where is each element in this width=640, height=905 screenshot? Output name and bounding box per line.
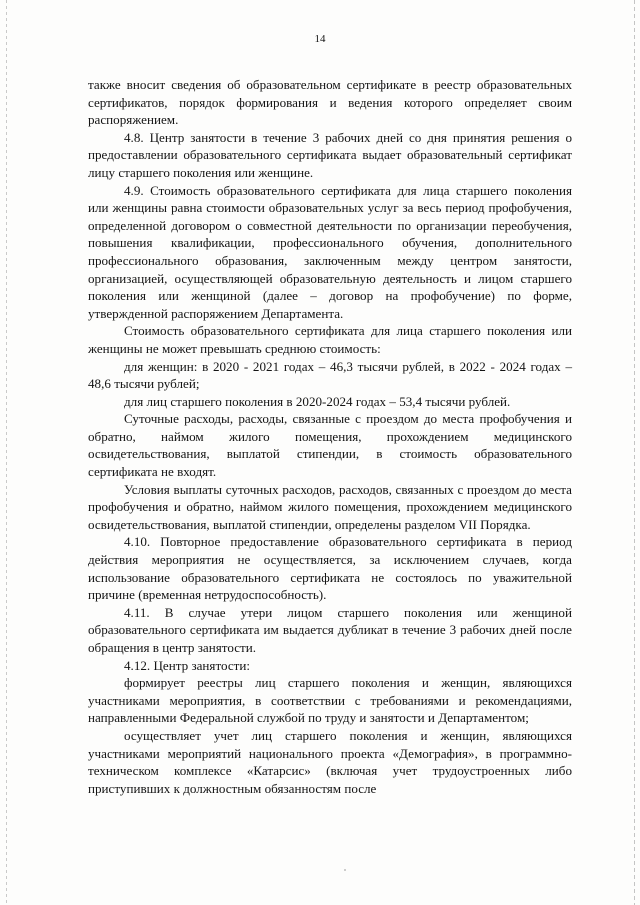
paragraph-expenses-excluded: Суточные расходы, расходы, связанные с проездом до места профобучения и обратно, наймом жилого помещения, прохождением медицинского освидетельствования, выплатой стипендии, в стоимость образовательного сертификата не входят.	[88, 411, 572, 480]
paragraph-4-8: 4.8. Центр занятости в течение 3 рабочих дней со дня принятия решения о предоставлении образовательного сертификата выдает образовательный сертификат лицу старшего поколения или женщине.	[88, 129, 572, 180]
paragraph-continuation: также вносит сведения об образовательном сертификате в реестр образовательных сертификатов, порядок формирования и ведения которого определяет своим распоряжением.	[88, 77, 572, 128]
document-body	[88, 76, 572, 797]
paragraph-4-11: 4.11. В случае утери лицом старшего поколения или женщиной образовательного сертификата им выдается дубликат в течение 3 рабочих дней после обращения в центр занятости.	[88, 604, 572, 655]
paragraph-4-9: 4.9. Стоимость образовательного сертификата для лица старшего поколения или женщины равна стоимости образовательных услуг за весь период профобучения, определенной договором о совместной деятельности по организации переобучения, повышения квалификации, профессионального обучения, дополнительного профессионального образования, заключенным между центром занятости, организацией, осуществляющей образовательную деятельность и лицом старшего поколения или женщиной (далее – договор на профобучение) по форме, утвержденной распоряжением Департамента.	[88, 182, 572, 321]
scan-speck	[344, 869, 346, 871]
paragraph-4-10: 4.10. Повторное предоставление образовательного сертификата в период действия мероприятия не осуществляется, за исключением случаев, когда использование образовательного сертификата не состоялось по уважительной причине (временная нетрудоспособность).	[88, 534, 572, 603]
scan-edge-right	[634, 0, 635, 905]
paragraph-4-12: 4.12. Центр занятости:	[124, 657, 251, 673]
paragraph-katarsis: осуществляет учет лиц старшего поколения и женщин, являющихся участниками мероприятий национального проекта «Демография», в программно-техническом комплексе «Катарсис» (включая учет трудоустроенных либо приступивших к должностным обязанностям после	[88, 727, 572, 796]
page-number: 14	[314, 33, 326, 45]
paragraph-cost-senior: для лиц старшего поколения в 2020-2024 годах – 53,4 тысячи рублей.	[124, 393, 511, 409]
paragraph-cost-women: для женщин: в 2020 - 2021 годах – 46,3 тысячи рублей, в 2022 - 2024 годах – 48,6 тысячи рублей;	[88, 358, 572, 392]
paragraph-expenses-conditions: Условия выплаты суточных расходов, расходов, связанных с проездом до места профобучения и обратно, наймом жилого помещения, прохождением медицинского освидетельствования, выплатой стипендии, определены разделом VII Порядка.	[88, 481, 572, 532]
scan-edge-left	[6, 0, 7, 905]
paragraph-cost-limit: Стоимость образовательного сертификата для лица старшего поколения или женщины не может превышать среднюю стоимость:	[88, 323, 572, 356]
paragraph-registry: формирует реестры лиц старшего поколения и женщин, являющихся участниками мероприятия, в соответствии с требованиями и рекомендациями, направленными Федеральной службой по труду и занятости и Департаментом;	[88, 675, 572, 726]
